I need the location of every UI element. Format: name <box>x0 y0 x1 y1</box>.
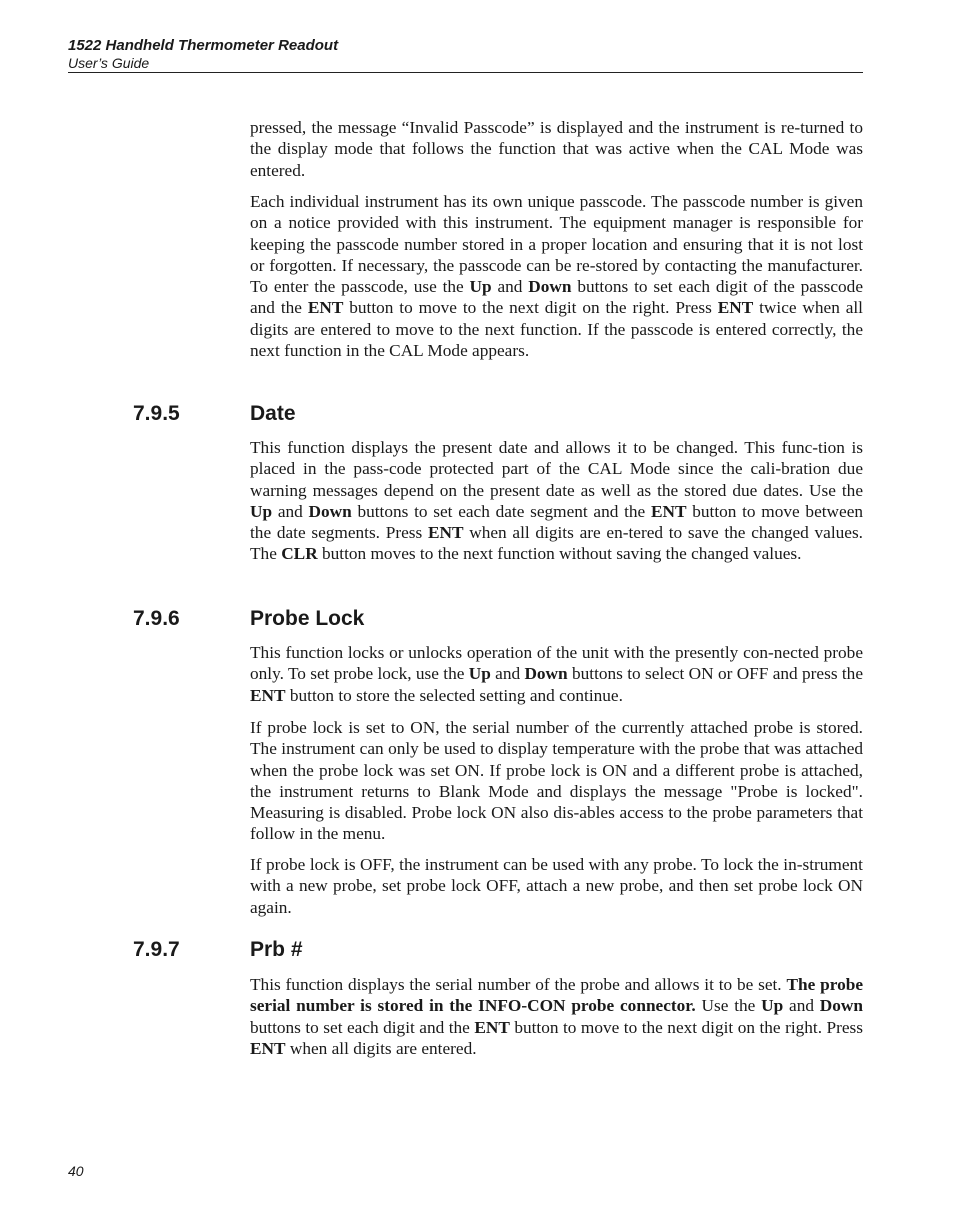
section-number-prb: 7.9.7 <box>133 938 180 961</box>
running-header <box>68 37 863 73</box>
text-run: and <box>272 501 309 521</box>
bold-term: ENT <box>307 298 344 318</box>
text-run: button to move between the date segments. Press <box>250 501 864 543</box>
text-run: when all digits are entered. <box>285 1038 477 1058</box>
text-run: If probe lock is OFF, the instrument can be used with any probe. To lock the in-strument with a new probe, set probe lock OFF, attach a new probe, and then set probe lock ON again. <box>250 855 863 917</box>
text-run: This function locks or unlocks operation of the unit with the presently con-nected probe only. To set probe lock, use the <box>250 643 863 684</box>
bold-term: The probe serial number is stored in the INFO-CON probe connector. <box>250 975 863 1016</box>
text-run: This function displays the present date and allows it to be changed. This func-tion is placed in the pass-code protected part of the CAL Mode since the cali-bration due warning messages depend on the present date as well as the stored due dates. Use the <box>250 438 863 500</box>
bold-term: Up <box>250 501 273 521</box>
bold-term: ENT <box>650 501 687 521</box>
intro-paragraph-1-block <box>250 117 863 181</box>
intro-paragraph-2-block <box>250 191 863 361</box>
bold-term: Up <box>761 996 784 1016</box>
bold-term: Down <box>528 277 572 297</box>
section-number-date: 7.9.5 <box>133 402 180 425</box>
probe-lock-paragraph-1 <box>250 642 863 706</box>
bold-term: Down <box>819 996 864 1016</box>
bold-term: ENT <box>250 685 286 705</box>
text-run: and <box>491 277 529 297</box>
probe-lock-paragraph-2 <box>250 717 863 845</box>
text-run: Each individual instrument has its own unique passcode. The passcode number is given on a notice provided with this instrument. The equipment manager is responsible for keeping the passcode number stored in a proper location and ensuring that it is not lost or forgotten. If necessary, the passcode can be re-stored by contacting the manufacturer. To enter the passcode, use the <box>250 192 863 297</box>
bold-term: Down <box>308 501 352 521</box>
section-title-probe-lock: Probe Lock <box>250 607 365 630</box>
bold-term: CLR <box>281 544 318 564</box>
document-title: 1522 Handheld Thermometer Readout <box>68 37 339 54</box>
text-run: buttons to set each digit of the passcode and the <box>250 277 863 318</box>
text-run: If probe lock is set to ON, the serial number of the currently attached probe is stored. The instrument can only be used to display temperature with the probe that was attached when the probe lock was set ON. If probe lock is ON and a different probe is attached, the instrument returns to Blank Mode and displays the message "Probe is locked". Measuring is disabled. Probe lock ON also dis-ables access to the probe parameters that follow in the menu. <box>250 718 863 844</box>
text-run: and <box>783 996 820 1016</box>
intro-paragraph-1 <box>250 117 863 181</box>
text-run: button to move to the next digit on the right. Press <box>343 298 718 318</box>
text-run: button moves to the next function without saving the changed values. <box>317 544 802 564</box>
date-paragraph-block <box>250 437 863 565</box>
bold-term: Up <box>468 664 491 684</box>
section-title-prb: Prb # <box>250 938 303 961</box>
text-run: twice when all digits are entered to move to the next function. If the passcode is entered correctly, the next function in the CAL Mode appears. <box>250 298 863 361</box>
bold-term: ENT <box>474 1017 510 1037</box>
section-number-probe-lock: 7.9.6 <box>133 607 180 630</box>
prb-paragraph-block <box>250 974 863 1059</box>
probe-lock-paragraph-1-block <box>250 642 863 706</box>
text-run: buttons to select ON or OFF and press the <box>567 664 863 684</box>
page-number: 40 <box>68 1163 84 1179</box>
bold-term: ENT <box>427 523 464 543</box>
bold-term: ENT <box>717 298 754 318</box>
text-run: button to store the selected setting and continue. <box>285 685 623 705</box>
text-run: and <box>490 664 525 684</box>
probe-lock-paragraph-3 <box>250 854 863 918</box>
section-title-date: Date <box>250 402 296 425</box>
probe-lock-paragraph-3-block <box>250 854 863 918</box>
intro-paragraph-2 <box>250 191 863 361</box>
bold-term: Down <box>524 664 568 684</box>
probe-lock-paragraph-2-block <box>250 717 863 845</box>
document-subtitle: User’s Guide <box>68 55 150 71</box>
text-run: This function displays the serial number of the probe and allows it to be set. <box>250 975 787 994</box>
prb-paragraph-1 <box>250 974 863 1059</box>
bold-term: Up <box>469 277 492 297</box>
text-run: buttons to set each digit and the <box>250 1017 475 1037</box>
text-run: when all digits are en-tered to save the changed values. The <box>250 523 863 564</box>
bold-term: ENT <box>250 1038 286 1058</box>
date-paragraph-1 <box>250 437 863 565</box>
text-run: pressed, the message “Invalid Passcode” is displayed and the instrument is re-turned to the display mode that follows the function that was active when the CAL Mode was entered. <box>250 118 863 180</box>
text-run: Use the <box>695 996 762 1016</box>
text-run: buttons to set each date segment and the <box>351 501 651 521</box>
text-run: button to move to the next digit on the right. Press <box>509 1017 863 1037</box>
